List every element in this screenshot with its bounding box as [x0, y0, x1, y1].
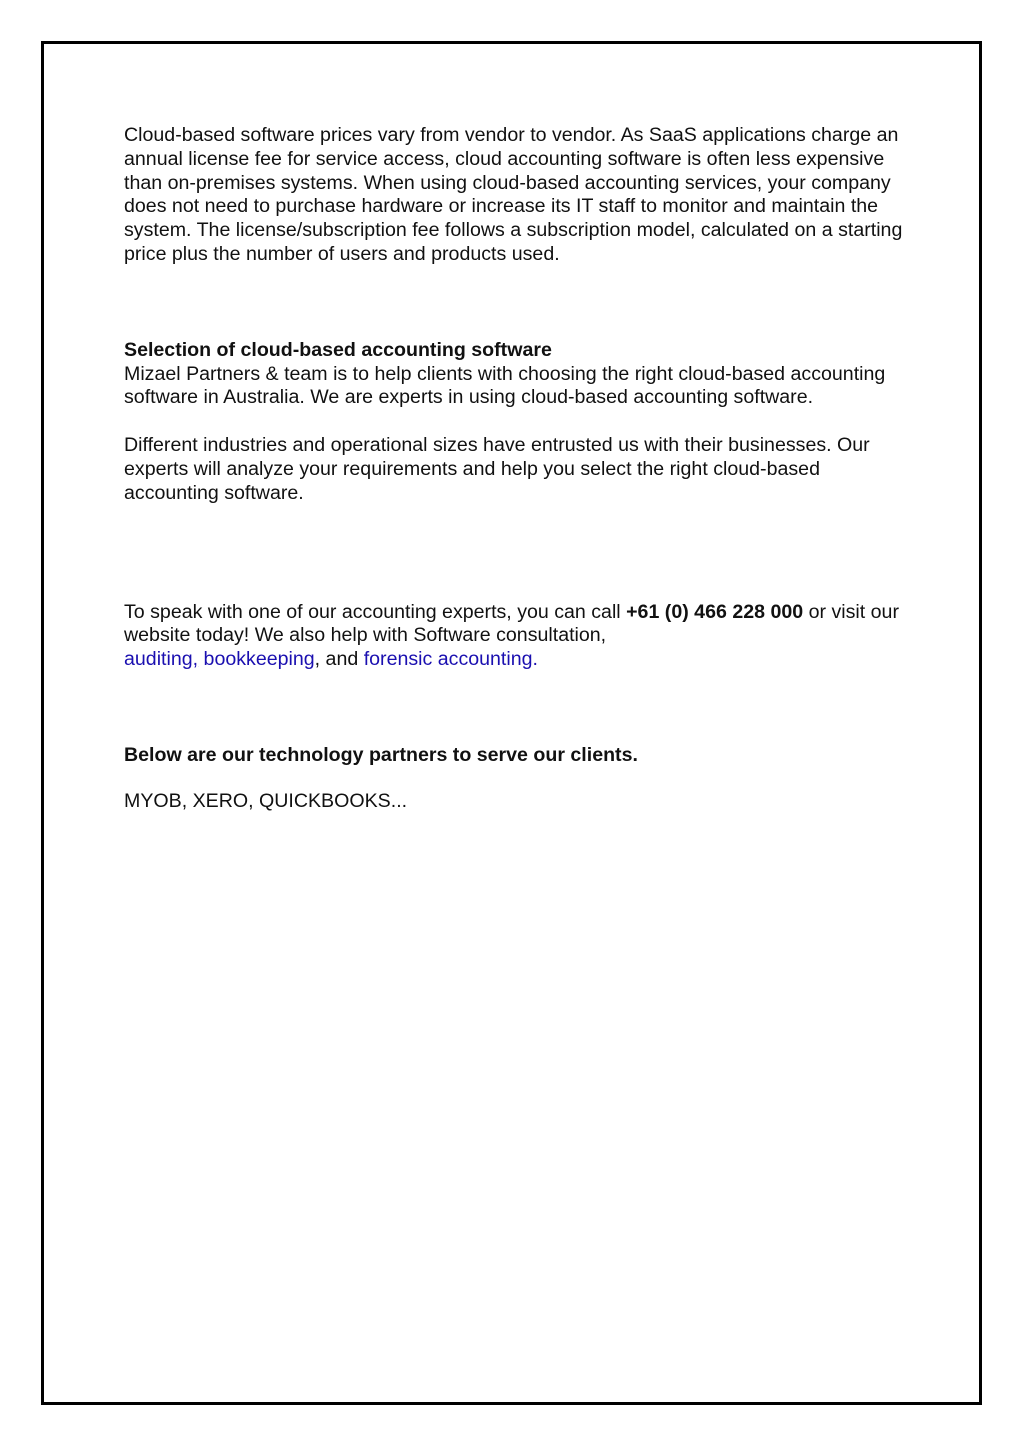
- industries-paragraph: Different industries and operational sizes have entrusted us with their businesses. Our experts will analyze your requirements and help you select the right cloud-based accounting software.: [124, 434, 870, 504]
- bookkeeping-link[interactable]: bookkeeping: [203, 648, 315, 671]
- document-body: [124, 124, 914, 814]
- contact-middle: or visit our website today! We also help with Software consultation,: [124, 600, 899, 647]
- contact-prefix: To speak with one of our accounting experts, you can call: [124, 600, 627, 623]
- selection-heading: Selection of cloud-based accounting software: [124, 338, 552, 361]
- forensic-accounting-link[interactable]: forensic accounting: [363, 648, 533, 671]
- auditing-comma-link[interactable]: ,: [192, 648, 199, 671]
- contact-paragraph: [124, 601, 914, 672]
- selection-paragraph: Mizael Partners & team is to help clients with choosing the right cloud-based accounting software in Australia. We are experts in using cloud-based accounting software.: [124, 362, 886, 409]
- auditing-link[interactable]: auditing: [124, 648, 193, 671]
- partners-heading: Below are our technology partners to serve our clients.: [124, 743, 638, 766]
- intro-paragraph: Cloud-based software prices vary from vendor to vendor. As SaaS applications charge an annual license fee for service access, cloud accounting software is often less expensive than on-premises systems. When using cloud-based accounting services, your company does not need to purchase hardware or increase its IT staff to monitor and maintain the system. The license/subscription fee follows a subscription model, calculated on a starting price plus the number of users and products used.: [124, 124, 903, 265]
- contact-final-period: .: [532, 648, 538, 671]
- phone-number: +61 (0) 466 228 000: [626, 600, 804, 623]
- contact-and-text: , and: [314, 648, 364, 671]
- page-frame: [41, 41, 982, 1405]
- partners-list: MYOB, XERO, QUICKBOOKS...: [124, 789, 408, 812]
